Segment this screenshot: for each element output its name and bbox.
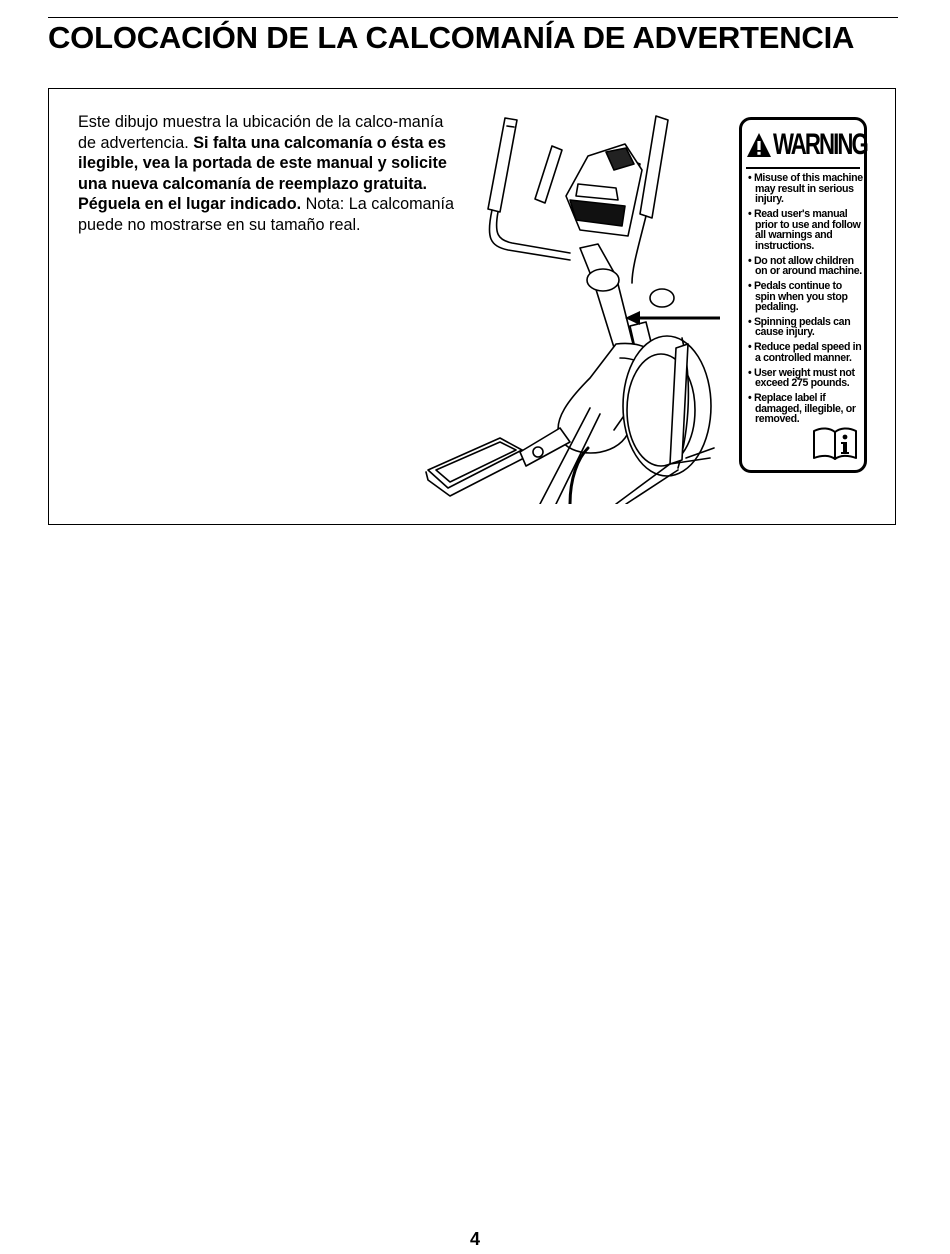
elliptical-machine-illustration: [420, 108, 720, 504]
warning-header: [746, 126, 867, 166]
warning-item: • Reduce pedal speed in a controlled manner.: [748, 342, 864, 363]
page-number: 4: [469, 1229, 480, 1249]
intro-note-text: Nota: La calcomanía puede no mostrarse en su tamaño real.: [78, 195, 455, 234]
intro-text: Este dibujo muestra la ubicación de la calco-manía de advertencia.: [78, 113, 444, 152]
warning-item: • Read user's manual prior to use and follow all warnings and instructions.: [748, 209, 864, 251]
page-title: COLOCACIÓN DE LA CALCOMANÍA DE ADVERTENCIA: [48, 20, 855, 55]
warning-item: • Replace label if damaged, illegible, or removed.: [748, 393, 864, 425]
manual-info-icon: [812, 425, 858, 461]
intro-paragraph: [78, 112, 458, 235]
warning-label: [739, 117, 867, 473]
warning-item: • Do not allow children on or around machine.: [748, 256, 864, 277]
intro-bold-text: Si falta una calcomanía o ésta es ilegible, vea la portada de este manual y solicite una nueva calcomanía de reemplazo gratuita. Péguela en el lugar indicado.: [78, 133, 447, 213]
warning-item: • Spinning pedals can cause injury.: [748, 317, 864, 338]
warning-divider: [746, 167, 860, 169]
top-rule: [48, 17, 898, 18]
warning-item: • Misuse of this machine may result in serious injury.: [748, 173, 864, 205]
warning-item: • Pedals continue to spin when you stop pedaling.: [748, 281, 864, 313]
warning-item: • User weight must not exceed 275 pounds.: [748, 368, 864, 389]
warning-title: WARNING: [773, 128, 867, 161]
warning-list: [748, 173, 864, 429]
warning-triangle-icon: [746, 132, 772, 158]
